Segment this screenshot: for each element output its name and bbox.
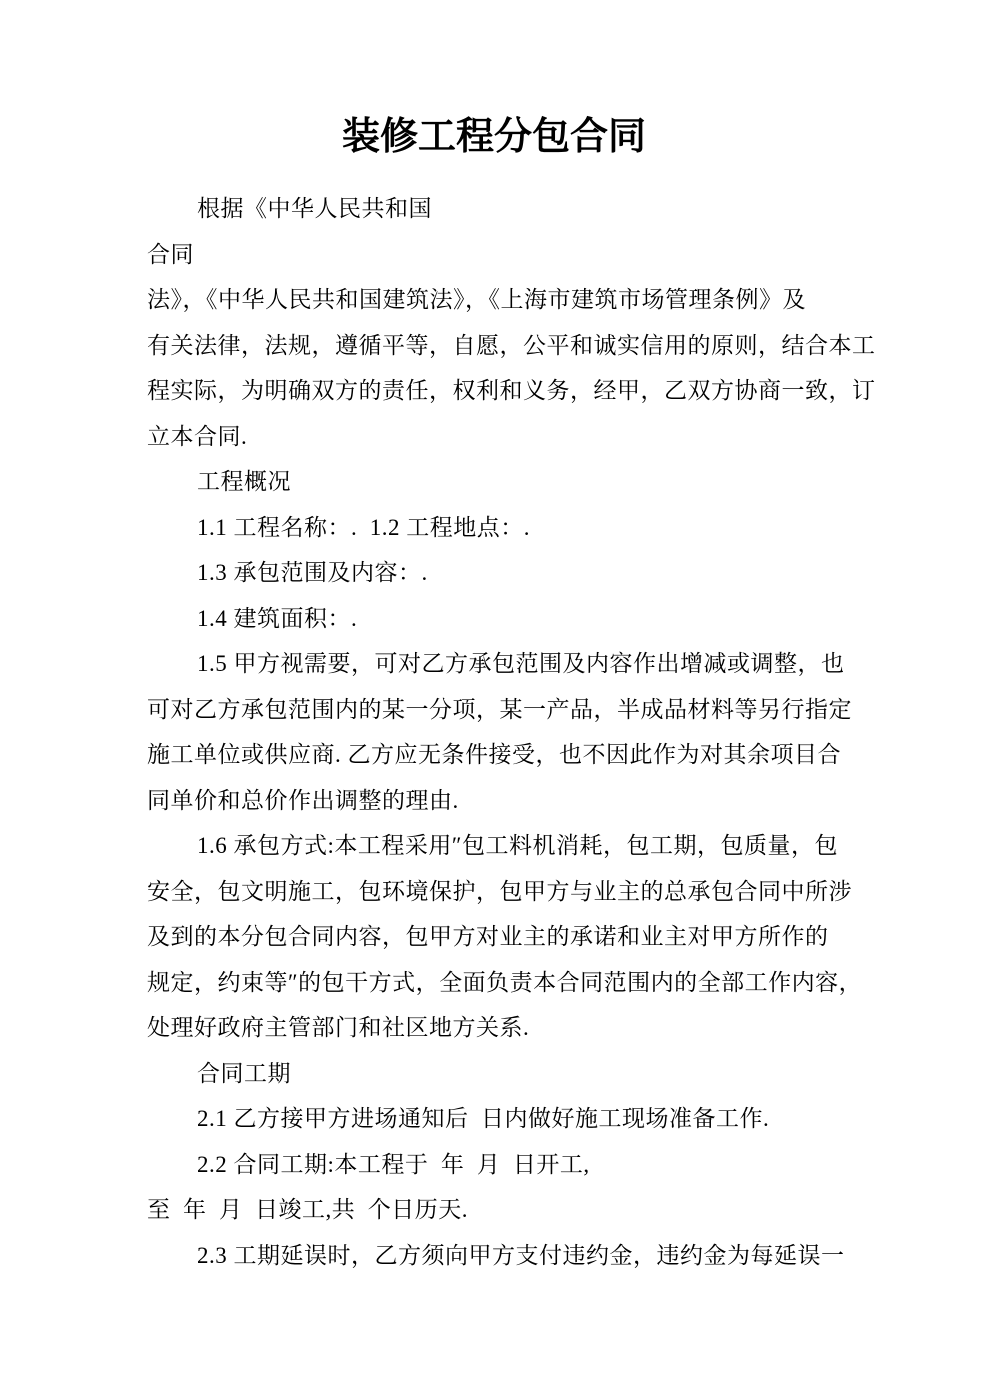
text-line: 至 年 月 日竣工,共 个日历天.: [147, 1197, 468, 1222]
text-line: 1.4 建筑面积：.: [197, 605, 358, 631]
text-line: 2.1 乙方接甲方进场通知后 日内做好施工现场准备工作.: [197, 1106, 770, 1131]
text-line: 处理好政府主管部门和社区地方关系.: [147, 1015, 530, 1040]
text-line: 合同工期: [197, 1060, 291, 1086]
text-line: 1.1 工程名称：. 1.2 工程地点：.: [197, 514, 530, 540]
text-line: 立本合同.: [147, 423, 248, 449]
text-line: 及到的本分包合同内容，包甲方对业主的承诺和业主对甲方所作的: [147, 924, 829, 949]
text-line: 可对乙方承包范围内的某一分项，某一产品，半成品材料等另行指定: [147, 696, 852, 722]
text-line: 1.6 承包方式:本工程采用″包工料机消耗，包工期，包质量，包: [197, 833, 838, 858]
text-line: 1.5 甲方视需要，可对乙方承包范围及内容作出增减或调整，也: [197, 651, 845, 676]
text-line: 2.3 工期延误时，乙方须向甲方支付违约金，违约金为每延误一: [197, 1242, 845, 1268]
text-line: 工程概况: [197, 469, 291, 494]
text-line: 同单价和总价作出调整的理由.: [147, 787, 459, 813]
text-line: 2.2 合同工期:本工程于 年 月 日开工,: [197, 1151, 590, 1177]
text-line: 施工单位或供应商. 乙方应无条件接受，也不因此作为对其余项目合: [147, 742, 841, 767]
text-line: 规定，约束等″的包干方式，全面负责本合同范围内的全部工作内容，: [147, 969, 863, 995]
text-line: 安全，包文明施工，包环境保护，包甲方与业主的总承包合同中所涉: [147, 878, 852, 904]
text-line: 根据《中华人民共和国: [197, 196, 432, 221]
text-line: 有关法律，法规，遵循平等，自愿，公平和诚实信用的原则，结合本工: [147, 332, 876, 358]
document-title: 装修工程分包合同: [341, 116, 646, 158]
text-line: 合同: [147, 241, 194, 267]
text-line: 程实际，为明确双方的责任，权利和义务，经甲，乙双方协商一致，订: [147, 378, 876, 403]
document-body: [147, 186, 947, 1278]
text-line: 1.3 承包范围及内容：.: [197, 560, 428, 585]
text-line: 法》，《中华人民共和国建筑法》，《上海市建筑市场管理条例》及: [147, 287, 806, 312]
